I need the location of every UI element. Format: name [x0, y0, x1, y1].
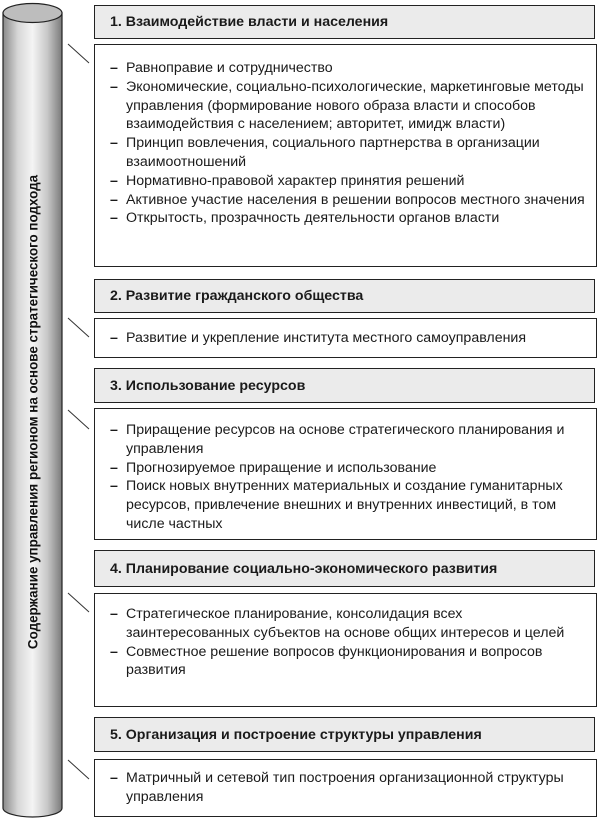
section-title: 3. Использование ресурсов — [110, 377, 306, 394]
connector-line — [68, 44, 89, 63]
cylinder-label: Содержание управления регионом на основе стратегического подхода — [25, 174, 41, 650]
list-item: – Равноправие и сотрудничество — [110, 59, 586, 78]
list-item: – Принцип вовлечения, социального партнерства в организации взаимоотношений — [110, 134, 586, 172]
connector-line — [68, 410, 89, 429]
list-item: – Экономические, социально-психологические, маркетинговые методы управления (формирование нового образа власти и способов взаимодействия с населением; авторитет, имидж власти) — [110, 78, 586, 134]
section-4-body — [94, 593, 597, 707]
list-item: – Совместное решение вопросов функционирования и вопросов развития — [110, 643, 586, 681]
item-list — [110, 329, 586, 348]
list-item: – Матричный и сетевой тип построения организационной структуры управления — [110, 769, 586, 807]
section-title: 1. Взаимодействие власти и населения — [110, 14, 389, 30]
section-5-body — [94, 759, 597, 817]
section-title: 5. Организация и построение структуры управления — [110, 726, 482, 743]
list-item: – Открытость, прозрачность деятельности органов власти — [110, 209, 586, 228]
list-item: – Развитие и укрепление института местного самоуправления — [110, 329, 586, 348]
list-item: – Приращение ресурсов на основе стратегического планирования и управления — [110, 421, 586, 459]
section-2-header — [94, 279, 595, 313]
section-3-body — [94, 408, 597, 540]
list-item: – Нормативно-правовой характер принятия решений — [110, 172, 586, 191]
connector-line — [68, 760, 89, 779]
connector-line — [68, 318, 89, 337]
section-2-body — [94, 318, 597, 358]
section-1-header — [94, 5, 595, 39]
section-4-header — [94, 550, 595, 587]
item-list — [110, 605, 586, 680]
section-3-header — [94, 368, 595, 403]
list-item: – Стратегическое планирование, консолидация всех заинтересованных субъектов на основе общих интересов и целей — [110, 605, 586, 643]
connector-line — [68, 593, 89, 612]
section-1-body — [94, 44, 597, 267]
item-list — [110, 59, 586, 228]
list-item: – Активное участие населения в решении вопросов местного значения — [110, 191, 586, 210]
item-list — [110, 769, 586, 807]
list-item: – Прогнозируемое приращение и использование — [110, 459, 586, 478]
list-item: – Поиск новых внутренних материальных и создание гуманитарных ресурсов, привлечение внешних и внутренних инвестиций, в том числе частных — [110, 477, 586, 533]
item-list — [110, 421, 586, 534]
section-5-header — [94, 717, 595, 752]
section-title: 4. Планирование социально-экономического развития — [110, 560, 498, 577]
section-title: 2. Развитие гражданского общества — [110, 288, 364, 304]
